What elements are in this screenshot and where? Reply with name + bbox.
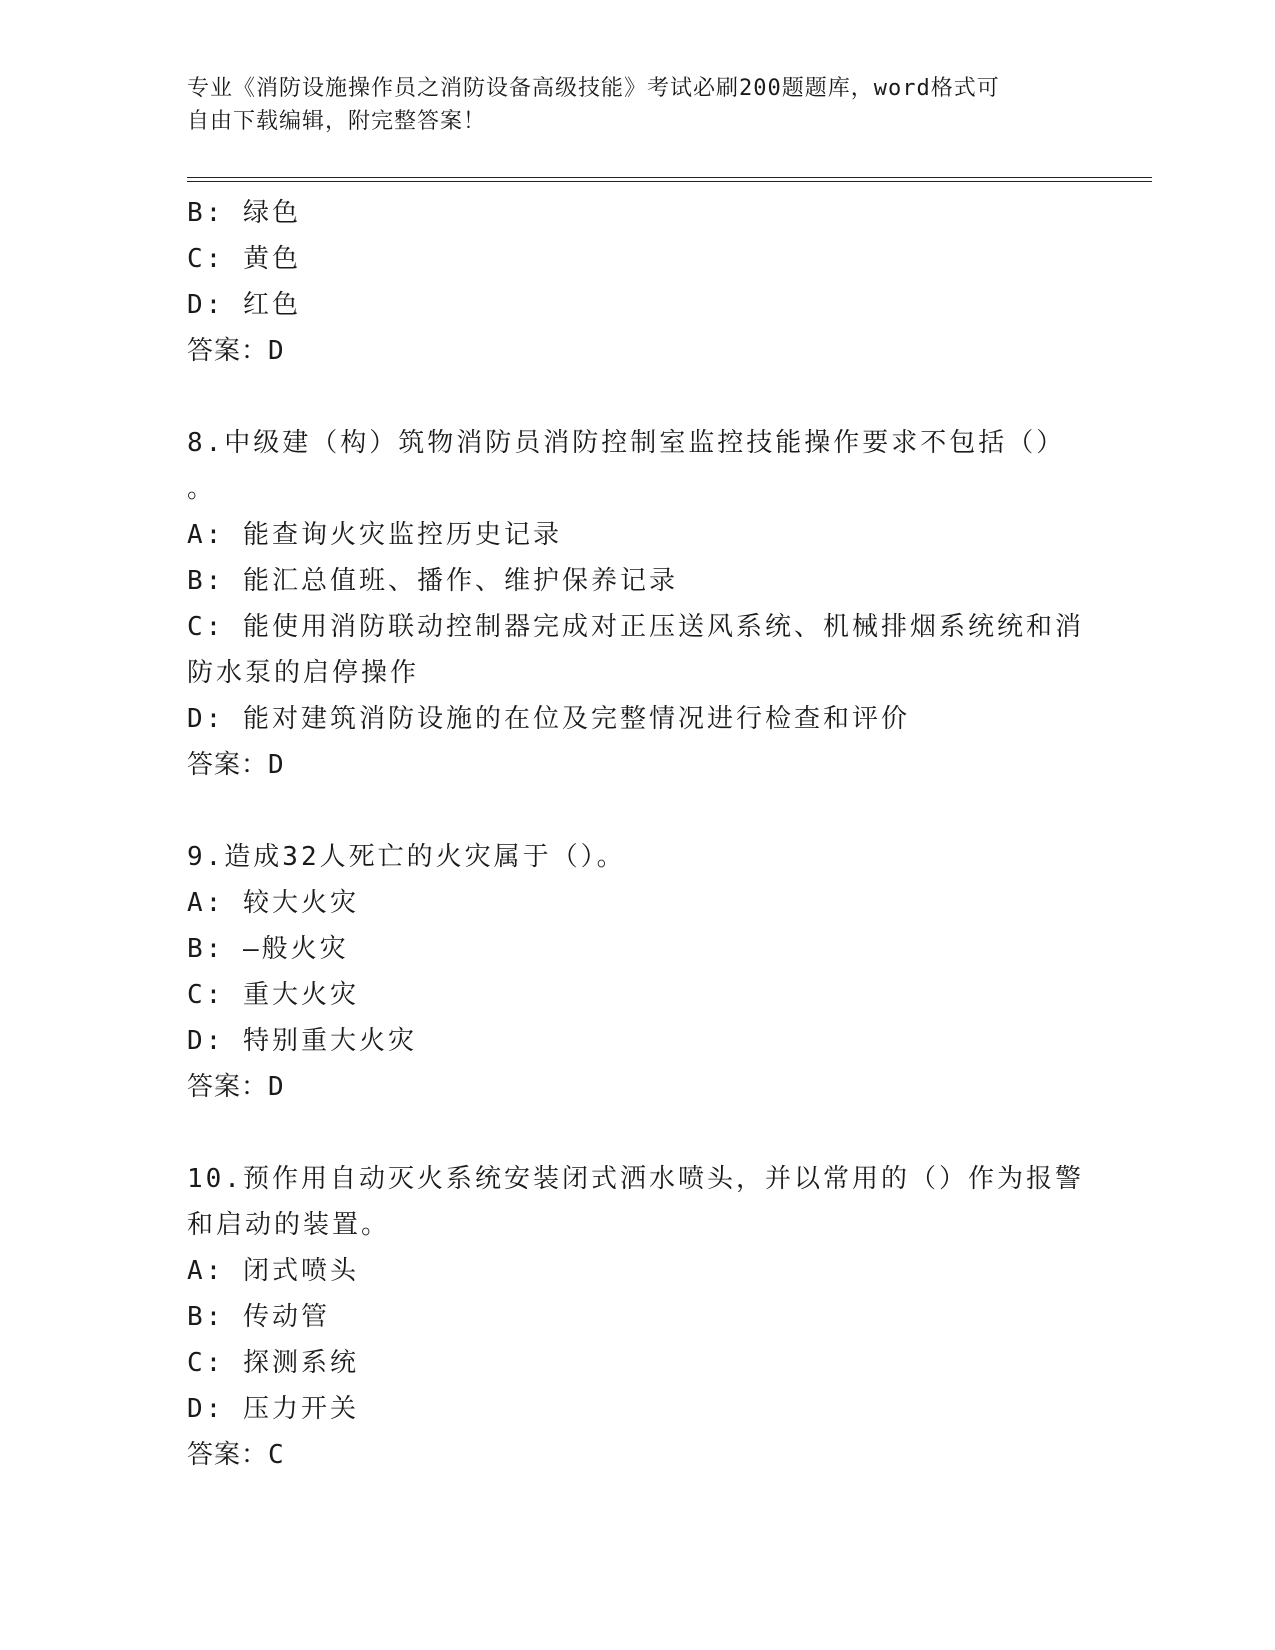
header-divider	[187, 177, 1152, 182]
question-list	[187, 190, 1084, 1478]
question-text: 8.中级建（构）筑物消防员消防控制室监控技能操作要求不包括（）	[187, 428, 1066, 458]
question-10	[187, 1156, 1084, 1478]
question-text-cont: 。	[187, 474, 214, 504]
answer: 答案：D	[187, 750, 285, 780]
question-7-continued	[187, 190, 1067, 374]
answer: 答案：D	[187, 336, 285, 366]
option-c-cont: 防水泵的启停操作	[187, 658, 420, 688]
option-a: A: 闭式喷头	[187, 1256, 359, 1286]
option-d: D: 特别重大火灾	[187, 1026, 417, 1056]
option-c: C: 黄色	[187, 244, 301, 274]
question-8	[187, 420, 1084, 788]
option-b: B: 能汇总值班、播作、维护保养记录	[187, 566, 678, 596]
option-d: D: 能对建筑消防设施的在位及完整情况进行检查和评价	[187, 704, 910, 734]
option-a: A: 较大火灾	[187, 888, 359, 918]
question-9	[187, 834, 1067, 1110]
answer: 答案：D	[187, 1072, 285, 1102]
answer: 答案：C	[187, 1440, 285, 1470]
option-b: B: —般火灾	[187, 934, 349, 964]
option-c: C: 探测系统	[187, 1348, 359, 1378]
option-d: D: 压力开关	[187, 1394, 359, 1424]
option-b: B: 传动管	[187, 1302, 330, 1332]
header-line-1: 专业《消防设施操作员之消防设备高级技能》考试必刷200题题库，word格式可	[187, 76, 1000, 101]
document-header	[187, 72, 1067, 138]
option-a: A: 能查询火灾监控历史记录	[187, 520, 562, 550]
option-c: C: 重大火灾	[187, 980, 359, 1010]
option-c: C: 能使用消防联动控制器完成对正压送风系统、机械排烟系统统和消	[187, 612, 1084, 642]
document-page	[187, 0, 1152, 1650]
question-text: 9.造成32人死亡的火灾属于（）。	[187, 842, 626, 872]
question-text-cont: 和启动的装置。	[187, 1210, 391, 1240]
question-text: 10.预作用自动灭火系统安装闭式洒水喷头，并以常用的（）作为报警	[187, 1164, 1084, 1194]
option-d: D: 红色	[187, 290, 301, 320]
header-line-2: 自由下载编辑，附完整答案！	[187, 109, 487, 134]
option-b: B: 绿色	[187, 198, 301, 228]
